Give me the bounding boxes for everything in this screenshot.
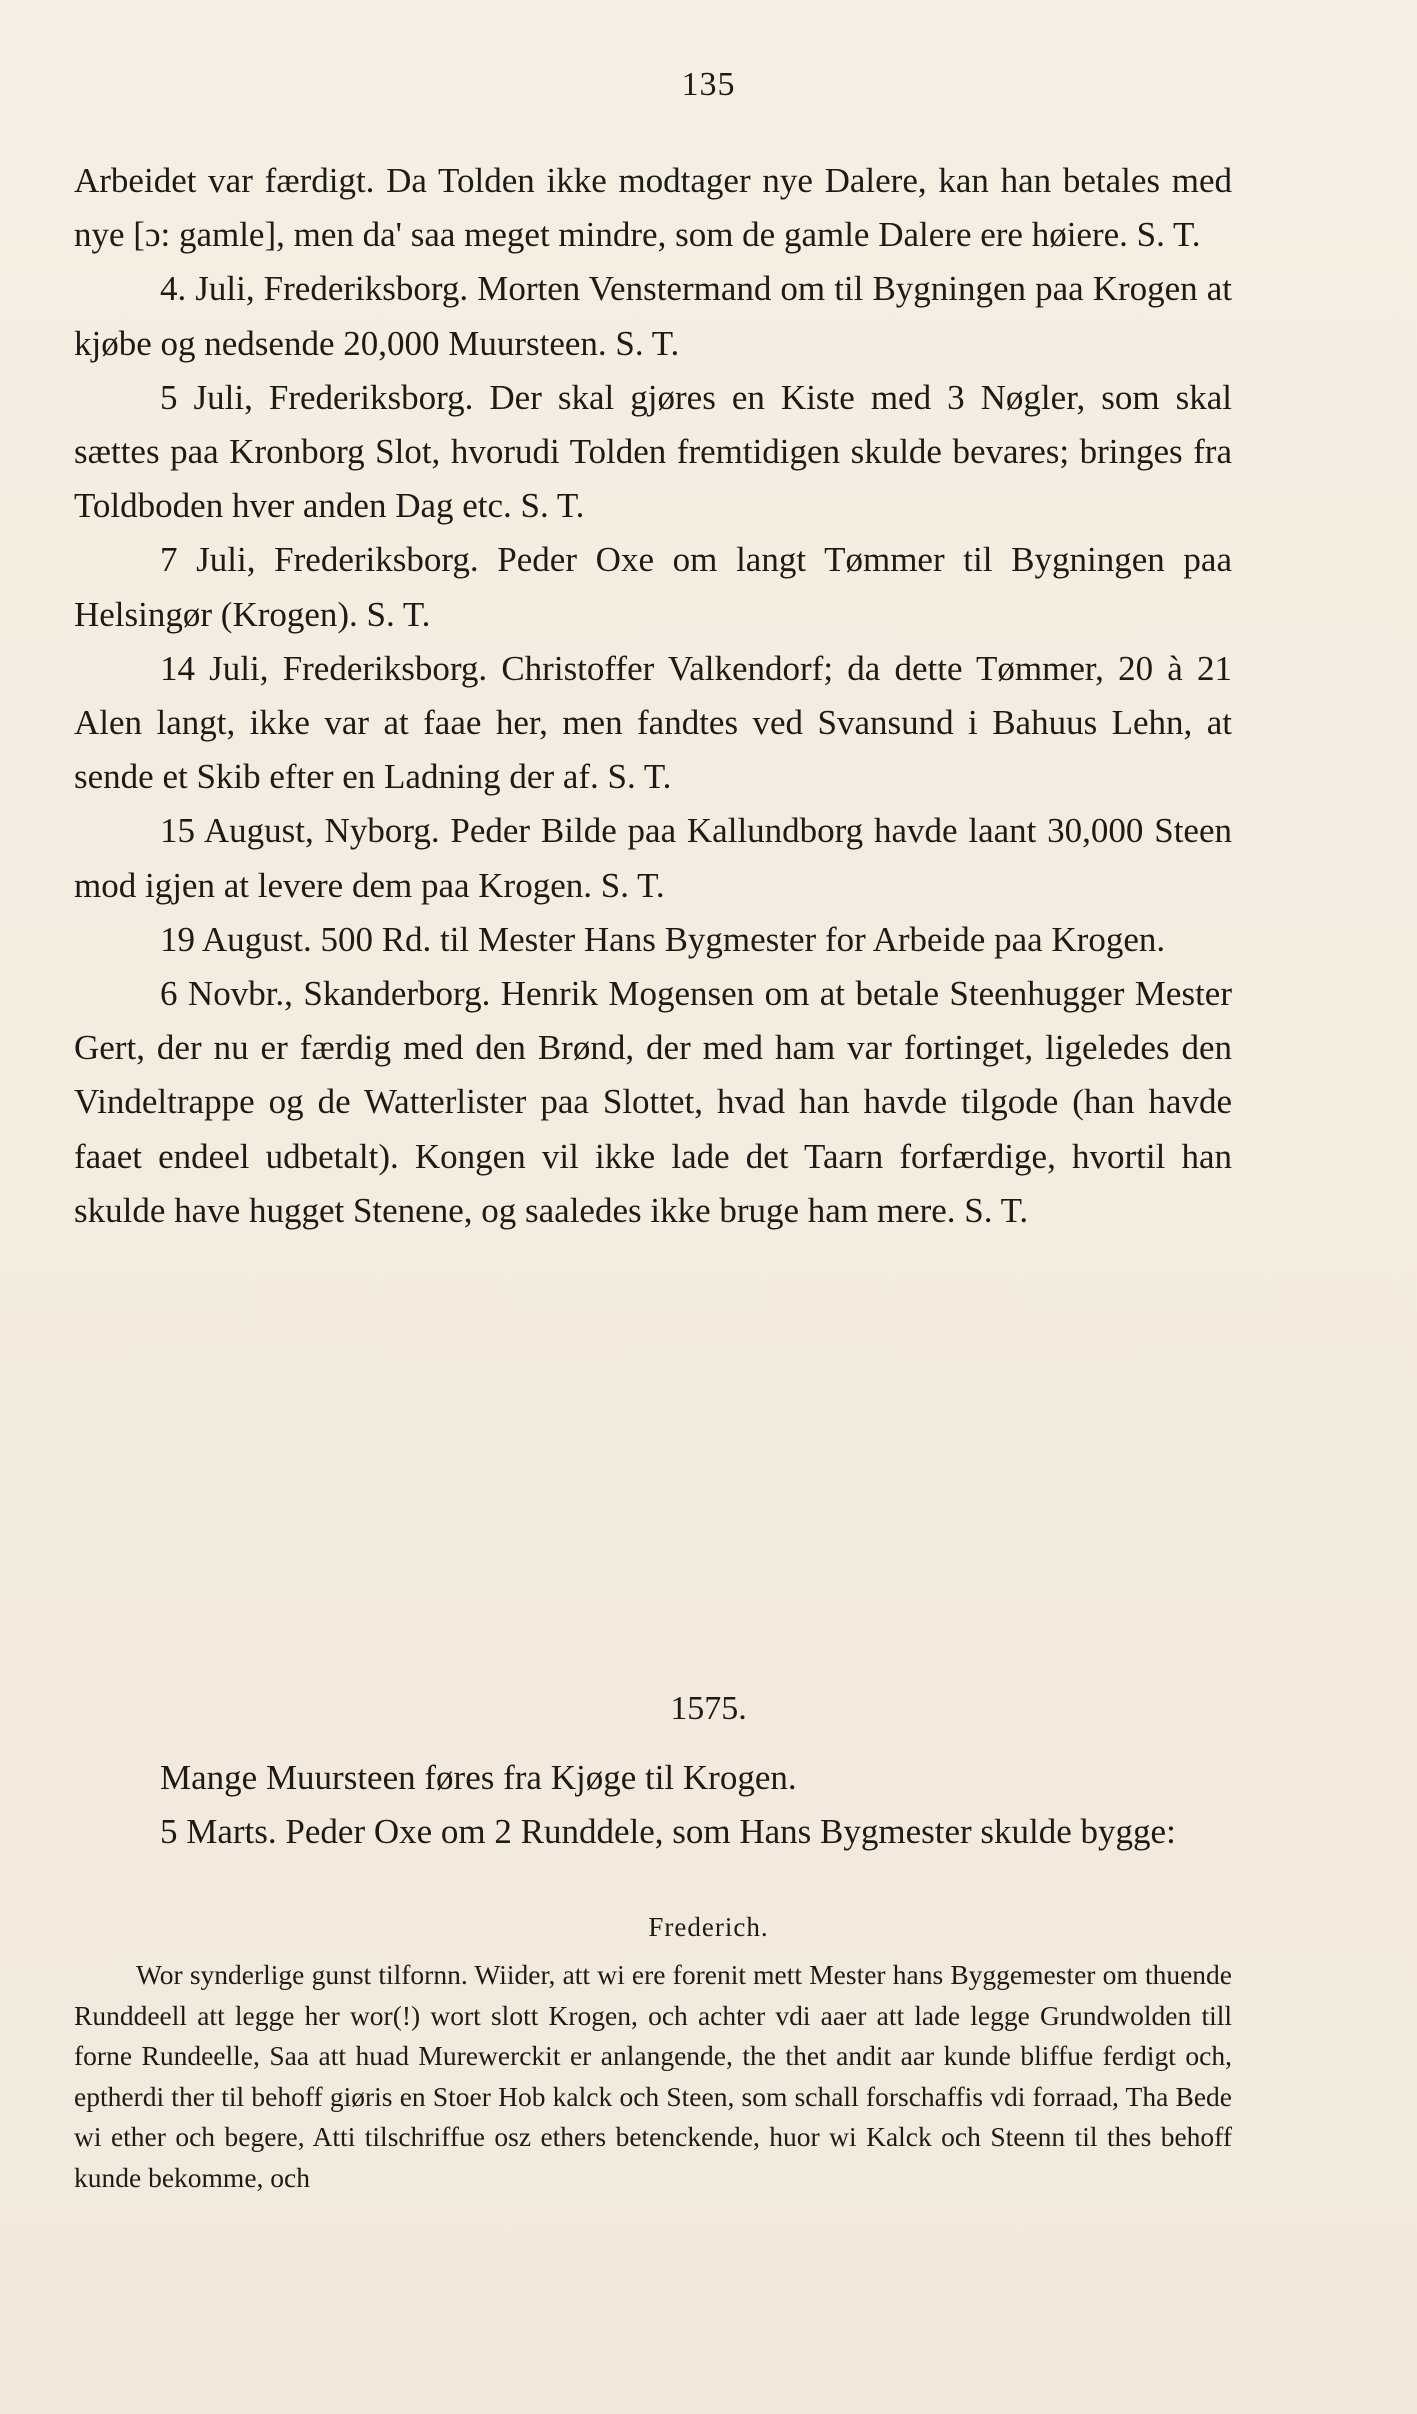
paragraph: 5 Juli, Frederiksborg. Der skal gjøres en Kiste med 3 Nøgler, som skal sættes paa Kronborg Slot, hvorudi Tolden fremtidigen skulde bevares; bringes fra Toldboden hver anden Dag etc. S. T. [74,377,1232,526]
paragraph: 15 August, Nyborg. Peder Bilde paa Kallundborg havde laant 30,000 Steen mod igjen at levere dem paa Krogen. S. T. [74,811,1232,905]
paragraph: 14 Juli, Frederiksborg. Christoffer Valkendorf; da dette Tømmer, 20 à 21 Alen langt, ikke var at faae her, men fandtes ved Svansund i Bahuus Lehn, at sende et Skib efter en Ladning der af. S. T. [74,648,1232,797]
page-number: 135 [681,66,736,103]
paragraph: 19 August. 500 Rd. til Mester Hans Bygmester for Arbeide paa Krogen. [160,919,1166,959]
letter-text: Wor synderlige gunst tilfornn. Wiider, att wi ere forenit mett Mester hans Byggemester om thuende Runddeell att legge her wor(!) wort slott Krogen, och achter vdi aaer att lade legge Grundwolden till forne Rundeelle, Saa att huad Murewerckit er anlangende, the thet andit aar kunde bliffue ferdigt och, eptherdi ther til behoff giøris en Stoer Hob kalck och Steen, som schall forschaffis vdi forraad, Tha Bede wi ether och begere, Atti tilschriffue osz ethers betenckende, huor wi Kalck och Steenn til thes behoff kunde bekomme, och [74,1959,1232,2193]
paragraph: 5 Marts. Peder Oxe om 2 Runddele, som Hans Bygmester skulde bygge: [160,1812,1176,1851]
paragraph: Arbeidet var færdigt. Da Tolden ikke modtager nye Dalere, kan han betales med nye [ɔ: gamle], men da' saa meget mindre, som de gamle Dalere ere høiere. S. T. [74,161,1232,255]
paragraph: 4. Juli, Frederiksborg. Morten Venstermand om til Bygningen paa Krogen at kjøbe og nedsende 20,000 Muursteen. S. T. [74,269,1232,363]
quoted-letter [74,1955,1232,2198]
year-heading: 1575. [670,1690,747,1727]
paragraph: 6 Novbr., Skanderborg. Henrik Mogensen om at betale Steenhugger Mester Gert, der nu er færdig med den Brønd, der med ham var fortinget, ligeledes den Vindeltrappe og de Watterlister paa Slottet, hvad han havde tilgode (han havde faaet endeel udbetalt). Kongen vil ikke lade det Taarn forfærdige, hvortil han skulde have hugget Stenene, og saaledes ikke bruge ham mere. S. T. [74,974,1232,1230]
paragraph: Mange Muursteen føres fra Kjøge til Krogen. [160,1758,797,1797]
main-text [74,154,1232,1238]
year-section-text [74,1751,1232,1859]
paragraph: 7 Juli, Frederiksborg. Peder Oxe om langt Tømmer til Bygningen paa Helsingør (Krogen). S. T. [74,540,1232,634]
letter-signer: Frederich. [648,1912,769,1942]
